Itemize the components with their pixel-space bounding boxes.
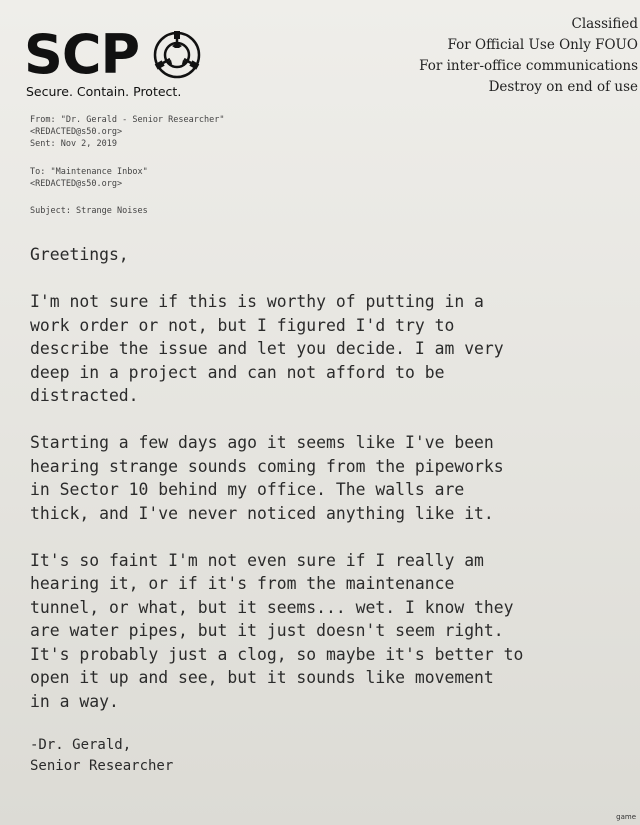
- signature-title: Senior Researcher: [30, 758, 174, 774]
- body-line: tunnel, or what, but it seems... wet. I know they: [30, 597, 514, 617]
- to-address: <REDACTED@s50.org>: [30, 179, 123, 189]
- from-address: <REDACTED@s50.org>: [30, 127, 123, 137]
- letter-body: [30, 243, 635, 713]
- email-to: [30, 166, 148, 190]
- body-line: It's probably just a clog, so maybe it's better to: [30, 644, 524, 664]
- body-line: hearing strange sounds coming from the pipeworks: [30, 456, 504, 476]
- paragraph-1: [30, 290, 635, 408]
- body-line: in Sector 10 behind my office. The walls are: [30, 480, 465, 499]
- email-subject: [30, 205, 148, 217]
- to-line: To: "Maintenance Inbox": [30, 167, 148, 177]
- classification-line: Destroy on end of use: [488, 79, 638, 95]
- paragraph-2: [30, 431, 635, 525]
- body-line: in a way.: [30, 691, 119, 711]
- paragraph-3: [30, 549, 635, 714]
- from-line: From: "Dr. Gerald - Senior Researcher": [30, 115, 225, 125]
- signature-name: -Dr. Gerald,: [30, 737, 132, 753]
- classification-block: [419, 14, 638, 98]
- sent-date: Sent: Nov 2, 2019: [30, 139, 117, 149]
- body-line: open it up and see, but it sounds like movement: [30, 668, 494, 687]
- greeting: Greetings,: [30, 245, 129, 264]
- body-line: describe the issue and let you decide. I am very: [30, 339, 504, 358]
- classification-line: For inter-office communications: [419, 58, 638, 74]
- logo-tagline: Secure. Contain. Protect.: [26, 84, 182, 99]
- body-line: hearing it, or if it's from the maintenance: [30, 574, 455, 593]
- body-line: It's so faint I'm not even sure if I really am: [30, 550, 484, 570]
- body-line: are water pipes, but it just doesn't seem right.: [30, 621, 504, 640]
- email-from: [30, 114, 224, 150]
- logo-wordmark: SCP: [24, 23, 140, 86]
- body-line: work order or not, but I figured I'd try to: [30, 315, 455, 335]
- classification-line: Classified: [571, 16, 638, 32]
- body-line: Starting a few days ago it seems like I've been: [30, 433, 494, 452]
- body-line: deep in a project and can not afford to be: [30, 362, 445, 382]
- body-line: I'm not sure if this is worthy of putting in a: [30, 292, 484, 311]
- subject-line: Subject: Strange Noises: [30, 206, 148, 216]
- classification-line: For Official Use Only FOUO: [447, 37, 638, 53]
- body-line: distracted.: [30, 386, 139, 405]
- body-line: thick, and I've never noticed anything like it.: [30, 503, 494, 523]
- scp-seal-icon: [152, 30, 202, 80]
- signature-block: [30, 735, 173, 777]
- watermark: game: [616, 813, 636, 821]
